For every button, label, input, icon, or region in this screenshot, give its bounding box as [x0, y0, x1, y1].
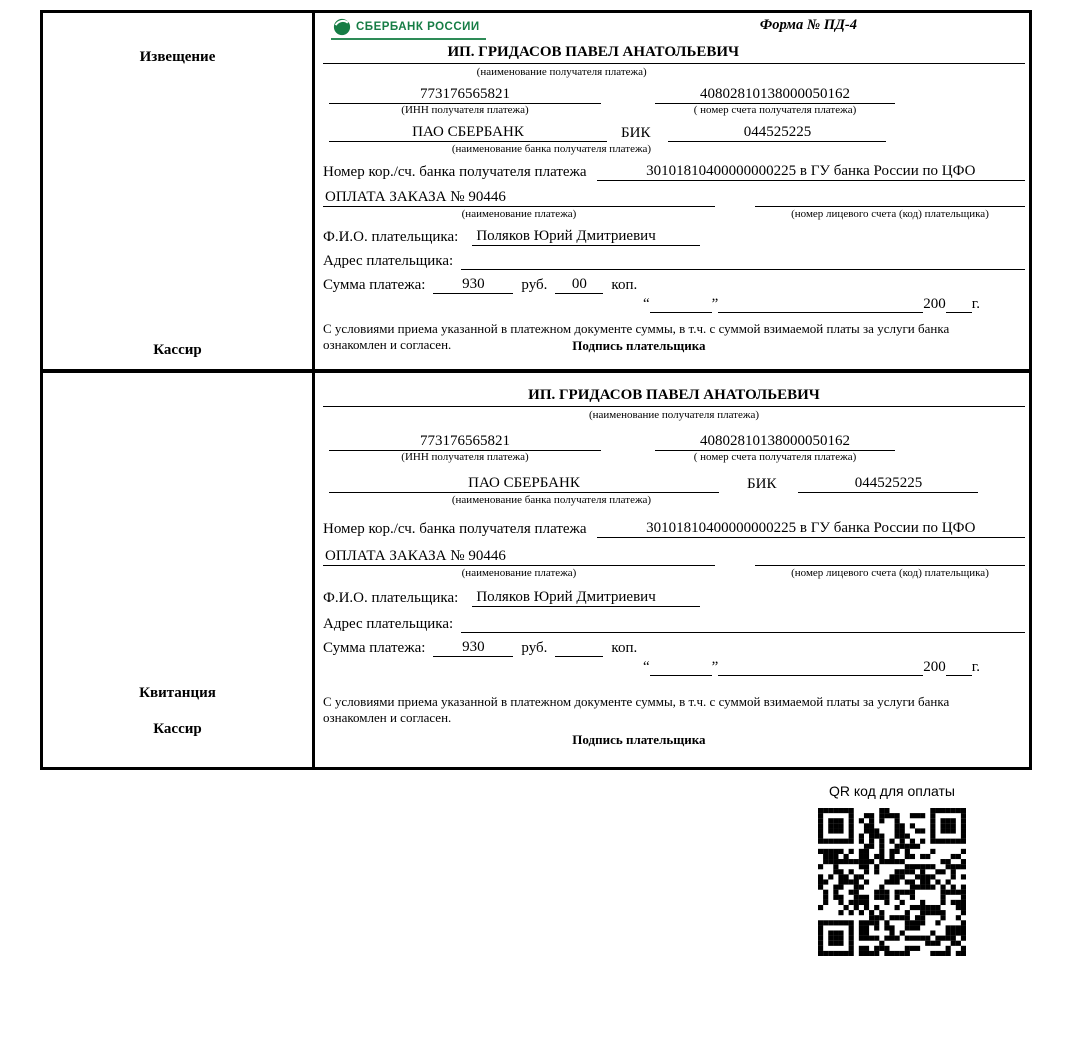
signature-label: Подпись плательщика	[572, 337, 706, 353]
recipient-caption: (наименование получателя платежа)	[588, 409, 760, 421]
personal-account-blank	[755, 189, 1025, 207]
kop-label: коп.	[611, 640, 638, 656]
bank-name: ПАО СБЕРБАНК	[329, 124, 607, 142]
payer-address-label: Адрес плательщика:	[323, 253, 454, 269]
notice-form-pane	[315, 13, 1029, 369]
sum-kop-blank	[555, 639, 603, 657]
payer-name-label: Ф.И.О. плательщика:	[323, 229, 459, 245]
date-year-prefix: 200	[923, 296, 946, 312]
corr-account-value: 30101810400000000225 в ГУ банка России по ЦФО	[597, 520, 1025, 538]
signature-label: Подпись плательщика	[572, 731, 706, 747]
date-row	[323, 659, 980, 676]
bank-name: ПАО СБЕРБАНК	[329, 475, 719, 493]
cashier-label: Кассир	[153, 721, 202, 737]
personal-account-caption: (номер лицевого счета (код) плательщика)	[791, 208, 989, 220]
date-quote-open: “	[642, 659, 650, 675]
qr-code	[818, 808, 966, 956]
payment-purpose: ОПЛАТА ЗАКАЗА № 90446	[323, 548, 715, 566]
inn-caption: (ИНН получателя платежа)	[401, 104, 529, 116]
bik-value: 044525225	[668, 124, 886, 142]
purpose-caption: (наименование платежа)	[461, 567, 577, 579]
payment-purpose: ОПЛАТА ЗАКАЗА № 90446	[323, 189, 715, 207]
account-value: 40802810138000050162	[655, 86, 895, 104]
receipt-label: Квитанция	[139, 685, 216, 701]
date-day-blank	[650, 660, 712, 676]
inn-caption: (ИНН получателя платежа)	[401, 451, 529, 463]
date-day-blank	[650, 297, 712, 313]
payer-address-blank	[461, 615, 1025, 633]
sum-rub-value: 930	[433, 276, 513, 294]
recipient-field	[323, 44, 1025, 64]
rub-label: руб.	[521, 640, 548, 656]
payer-address-label: Адрес плательщика:	[323, 616, 454, 632]
bank-caption: (наименование банка получателя платежа)	[451, 143, 652, 155]
agreement-text: С условиями приема указанной в платежном документе суммы, в т.ч. с суммой взимаемой платы за услуги банка ознакомлен и согласен.	[323, 321, 950, 353]
cashier-label: Кассир	[153, 342, 202, 358]
payer-name-value: Поляков Юрий Дмитриевич	[472, 228, 700, 246]
date-year-prefix: 200	[923, 659, 946, 675]
sum-rub-value: 930	[433, 639, 513, 657]
inn-value: 773176565821	[329, 86, 601, 104]
bik-label: БИК	[747, 476, 777, 492]
corr-account-label: Номер кор./сч. банка получателя платежа	[323, 521, 587, 537]
recipient-name: ИП. ГРИДАСОВ ПАВЕЛ АНАТОЛЬЕВИЧ	[447, 44, 740, 60]
receipt-form-pane	[315, 373, 1029, 767]
payment-sum-label: Сумма платежа:	[323, 640, 426, 656]
sum-kop-value: 00	[555, 276, 603, 294]
inn-value: 773176565821	[329, 433, 601, 451]
bik-value: 044525225	[798, 475, 978, 493]
account-caption: ( номер счета получателя платежа)	[693, 451, 857, 463]
date-year-blank	[946, 660, 972, 676]
recipient-caption: (наименование получателя платежа)	[476, 66, 647, 78]
personal-account-caption: (номер лицевого счета (код) плательщика)	[791, 567, 989, 579]
date-year-blank	[946, 297, 972, 313]
notice-left-pane	[43, 13, 315, 369]
purpose-caption: (наименование платежа)	[461, 208, 577, 220]
payer-address-blank	[461, 252, 1025, 270]
bik-label: БИК	[621, 125, 651, 141]
date-quote-open: “	[642, 296, 650, 312]
bank-caption: (наименование банка получателя платежа)	[451, 494, 652, 506]
receipt-section	[40, 370, 1032, 770]
account-value: 40802810138000050162	[655, 433, 895, 451]
personal-account-blank	[755, 548, 1025, 566]
date-quote-close: ”	[711, 659, 719, 675]
account-caption: ( номер счета получателя платежа)	[693, 104, 857, 116]
corr-account-label: Номер кор./сч. банка получателя платежа	[323, 164, 587, 180]
date-row	[323, 296, 980, 313]
recipient-name: ИП. ГРИДАСОВ ПАВЕЛ АНАТОЛЬЕВИЧ	[528, 387, 820, 403]
receipt-left-pane	[43, 373, 315, 767]
date-year-suffix: г.	[971, 296, 980, 312]
recipient-field	[323, 387, 1025, 407]
sberbank-logo	[331, 17, 486, 40]
date-quote-close: ”	[711, 296, 719, 312]
corr-account-value: 30101810400000000225 в ГУ банка России по ЦФО	[597, 163, 1025, 181]
header-row	[323, 17, 1025, 43]
payer-name-label: Ф.И.О. плательщика:	[323, 590, 459, 606]
agreement-text: С условиями приема указанной в платежном документе суммы, в т.ч. с суммой взимаемой платы за услуги банка ознакомлен и согласен.	[323, 694, 950, 726]
notice-section	[40, 10, 1032, 372]
date-year-suffix: г.	[971, 659, 980, 675]
qr-section	[812, 783, 972, 956]
payment-sum-label: Сумма платежа:	[323, 277, 426, 293]
qr-caption: QR код для оплаты	[828, 783, 955, 799]
date-month-blank	[718, 660, 923, 676]
payer-name-value: Поляков Юрий Дмитриевич	[472, 589, 700, 607]
date-month-blank	[718, 297, 923, 313]
sberbank-logo-text: СБЕРБАНК РОССИИ	[356, 21, 480, 33]
rub-label: руб.	[521, 277, 548, 293]
kop-label: коп.	[611, 277, 638, 293]
notice-label: Извещение	[139, 49, 216, 65]
form-number: Форма № ПД-4	[759, 17, 857, 33]
sberbank-logo-icon	[333, 18, 351, 36]
